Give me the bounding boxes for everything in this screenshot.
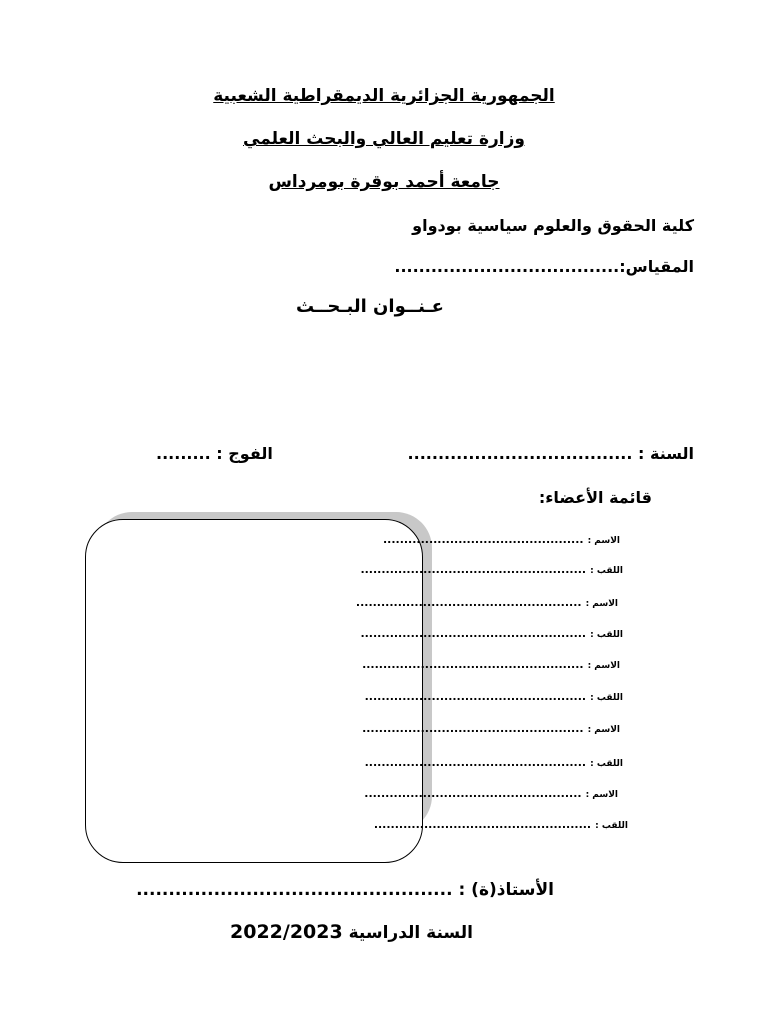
- member-dots: ....................................................: [373, 818, 592, 831]
- header-university: جامعة أحمد بوقرة بومرداس: [268, 172, 500, 192]
- member-row: [360, 563, 623, 576]
- member-row: [362, 658, 620, 671]
- academic-year-label: السنة الدراسية: [348, 923, 473, 943]
- professor-field: [136, 880, 554, 900]
- module-line: [394, 257, 694, 276]
- member-dots: .....................................................: [362, 658, 584, 671]
- group-field: [156, 444, 273, 463]
- year-dots: .....................................: [407, 444, 633, 463]
- group-label: الفوج :: [216, 444, 273, 463]
- member-row: [365, 690, 623, 703]
- member-label: الاسم :: [587, 725, 620, 735]
- member-label: اللقب :: [590, 693, 623, 703]
- member-dots: ......................................................: [360, 563, 587, 576]
- academic-year: [230, 921, 473, 943]
- academic-year-value: 2022/2023: [230, 921, 343, 943]
- professor-label: الأستاذ(ة) :: [458, 880, 554, 900]
- year-field: [408, 444, 694, 463]
- member-row: [365, 756, 623, 769]
- member-row: [356, 596, 618, 609]
- year-label: السنة :: [638, 444, 694, 463]
- member-label: الاسم :: [587, 661, 620, 671]
- member-row: [360, 627, 623, 640]
- header-ministry: وزارة تعليم العالي والبحث العلمي: [243, 129, 525, 149]
- member-label: اللقب :: [590, 630, 623, 640]
- member-label: الاسم :: [585, 790, 618, 800]
- member-label: الاسم :: [587, 536, 620, 546]
- member-label: اللقب :: [590, 566, 623, 576]
- member-row: [364, 787, 618, 800]
- member-dots: .....................................................: [364, 756, 587, 769]
- member-label: اللقب :: [595, 821, 628, 831]
- member-dots: ................................................: [382, 533, 584, 546]
- faculty-name: كلية الحقوق والعلوم سياسية بودواو: [412, 216, 694, 235]
- header-republic: الجمهورية الجزائرية الديمقراطية الشعبية: [213, 86, 555, 106]
- member-label: اللقب :: [590, 759, 623, 769]
- module-dots: .....................................: [394, 257, 620, 276]
- group-dots: .........: [156, 444, 211, 463]
- member-row: [374, 818, 628, 831]
- members-heading: قائمة الأعضاء:: [538, 488, 652, 507]
- research-title: عـنــوان البـحــث: [296, 296, 444, 317]
- member-label: الاسم :: [585, 599, 618, 609]
- member-dots: .....................................................: [362, 722, 584, 735]
- member-dots: ......................................................: [360, 627, 587, 640]
- professor-dots: .................................................: [136, 880, 453, 900]
- member-row: [383, 533, 620, 546]
- member-row: [362, 722, 620, 735]
- member-dots: .....................................................: [364, 690, 587, 703]
- member-dots: ....................................................: [364, 787, 582, 800]
- module-label: المقياس:: [619, 257, 694, 276]
- member-dots: ......................................................: [355, 596, 582, 609]
